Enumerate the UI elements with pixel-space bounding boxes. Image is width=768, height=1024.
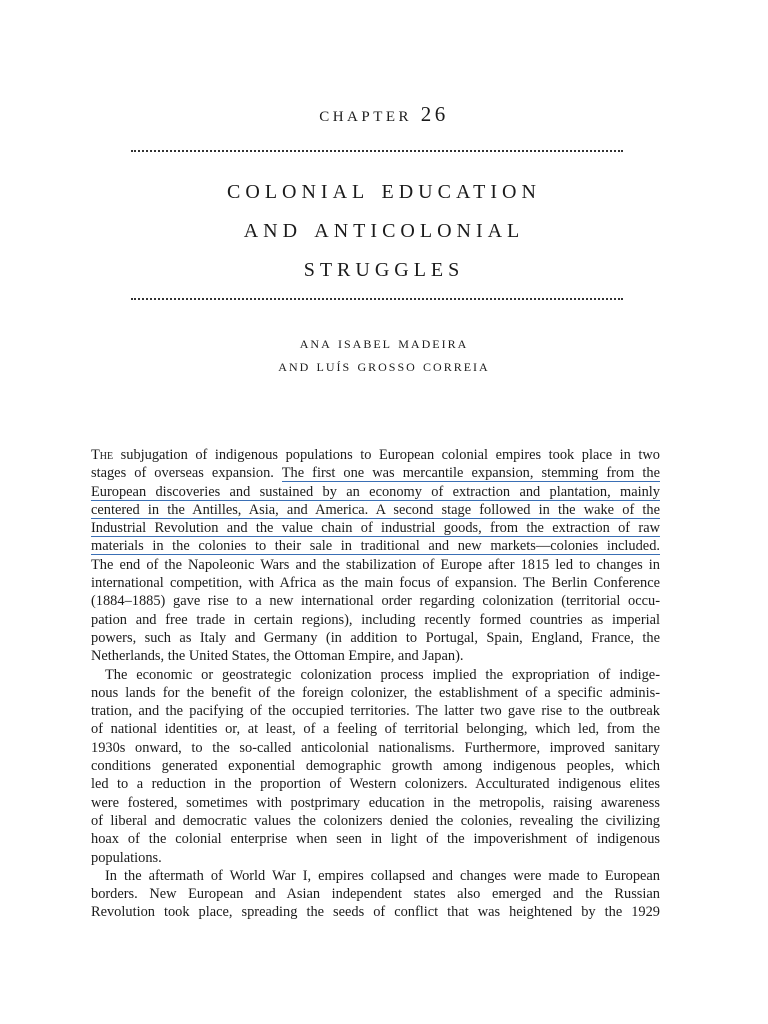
body-line xyxy=(91,556,660,574)
chapter-title-line: struggles xyxy=(303,251,465,283)
body-line xyxy=(91,684,660,702)
chapter-number: chapter 26 xyxy=(319,102,449,126)
body-line xyxy=(91,537,660,555)
body-line-text: 1930s onward, to the so-called anticolonial nationalisms. Furthermore, improved sanitary xyxy=(91,739,660,756)
body-line xyxy=(91,794,660,812)
body-line-text: populations. xyxy=(91,849,162,866)
body-line-text: borders. New European and Asian independent states also emerged and the Russian xyxy=(91,886,660,903)
body-line-text: of national identities or, at least, of a feeling of territorial belonging, which led, from the xyxy=(91,721,660,738)
highlighted-text[interactable]: European discoveries and sustained by an economy of extraction and plantation, mainly xyxy=(91,483,660,500)
body-line xyxy=(91,739,660,757)
body-line xyxy=(91,757,660,775)
body-line-text: In the aftermath of World War I, empires collapsed and changes were made to European xyxy=(105,867,660,884)
body-line-text: hoax of the colonial enterprise when seen in light of the impoverishment of indigenous xyxy=(91,831,660,848)
body-line-text: (1884–1885) gave rise to a new international order regarding colonization (territorial occu- xyxy=(91,593,660,610)
body-line-text: powers, such as Italy and Germany (in addition to Portugal, Spain, England, France, the xyxy=(91,629,660,646)
body-line xyxy=(91,647,660,665)
body-line xyxy=(91,867,660,885)
highlighted-text[interactable]: materials in the colonies to their sale in traditional and new markets—colonies included. xyxy=(91,538,660,555)
body-line-text: nous lands for the benefit of the foreign colonizer, the establishment of a specific adminis- xyxy=(91,684,660,701)
author-line: ana isabel madeira xyxy=(299,333,469,352)
body-line-text: Netherlands, the United States, the Ottoman Empire, and Japan). xyxy=(91,648,464,665)
body-line xyxy=(91,775,660,793)
body-line xyxy=(91,629,660,647)
body-line-text: tration, and the pacifying of the occupied territories. The latter two gave rise to the outbreak xyxy=(91,703,660,720)
body-line-text: The end of the Napoleonic Wars and the stabilization of Europe after 1815 led to changes in xyxy=(91,556,660,573)
body-line xyxy=(91,446,660,464)
bottom-dotted-rule xyxy=(131,298,623,300)
body-line xyxy=(91,849,660,867)
body-line-text: of liberal and democratic values the colonizers denied the colonies, revealing the civilizing xyxy=(91,812,660,829)
body-line xyxy=(91,483,660,501)
highlighted-text[interactable]: centered in the Antilles, Asia, and America. A second stage followed in the wake of the xyxy=(91,501,660,518)
chapter-title-line: and anticolonial xyxy=(243,212,525,244)
body-line xyxy=(91,812,660,830)
body-line-text: subjugation of indigenous populations to European colonial empires took place in two xyxy=(113,447,660,463)
body-line xyxy=(91,830,660,848)
body-line-text: led to a reduction in the proportion of Western colonizers. Acculturated indigenous elites xyxy=(91,776,660,793)
lead-in-smallcaps: The xyxy=(91,447,114,463)
body-line xyxy=(91,720,660,738)
body-line xyxy=(91,464,660,482)
body-line-text: The economic or geostrategic colonization process implied the expropriation of indige- xyxy=(105,666,660,683)
body-line xyxy=(91,611,660,629)
body-line xyxy=(91,666,660,684)
body-line-text: international competition, with Africa as the main focus of expansion. The Berlin Conference xyxy=(91,575,660,592)
highlighted-text[interactable]: Industrial Revolution and the value chain of industrial goods, from the extraction of raw xyxy=(91,520,660,537)
body-line xyxy=(91,903,660,921)
chapter-title-line: colonial education xyxy=(227,173,541,205)
body-line-text: pation and free trade in certain regions), including recently formed countries as imperial xyxy=(91,611,660,628)
body-line-text: conditions generated exponential demographic growth among indigenous peoples, which xyxy=(91,758,660,775)
highlighted-text[interactable]: The first one was mercantile expansion, stemming from the xyxy=(281,465,661,482)
body-line xyxy=(91,702,660,720)
chapter-authors xyxy=(0,331,768,377)
body-text xyxy=(91,446,660,922)
chapter-title xyxy=(0,170,768,287)
body-line-text: Revolution took place, spreading the seeds of conflict that was heightened by the 1929 xyxy=(91,904,660,921)
body-line xyxy=(91,519,660,537)
body-line xyxy=(91,501,660,519)
author-line: and luís grosso correia xyxy=(278,356,490,375)
top-dotted-rule xyxy=(131,150,623,152)
body-line xyxy=(91,592,660,610)
body-line-text: stages of overseas expansion. xyxy=(91,465,282,482)
body-line xyxy=(91,574,660,592)
body-line-text: were fostered, sometimes with postprimary education in the metropolis, raising awareness xyxy=(91,794,660,811)
body-line xyxy=(91,885,660,903)
